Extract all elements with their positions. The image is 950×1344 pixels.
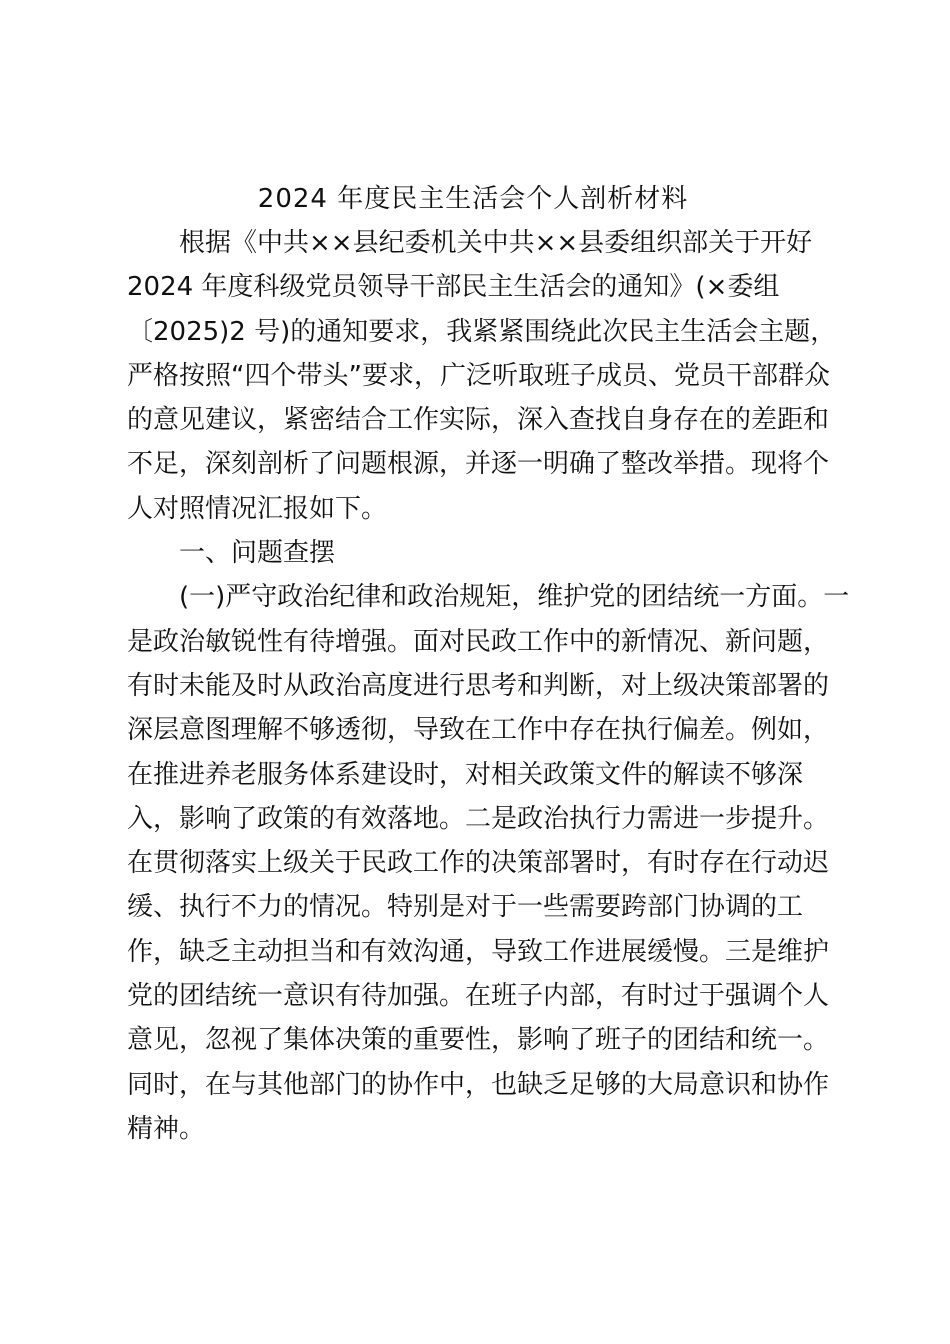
section-line: 在贯彻落实上级关于民政工作的决策部署时，有时存在行动迟 [127, 848, 830, 879]
intro-line: 不足，深刻剖析了问题根源，并逐一明确了整改举措。现将个 [127, 449, 830, 480]
section-line: 作，缺乏主动担当和有效沟通，导致工作进展缓慢。三是维护 [127, 936, 830, 967]
section-line: 精神。 [127, 1113, 206, 1144]
section-line: 缓、执行不力的情况。特别是对于一些需要跨部门协调的工 [127, 892, 804, 923]
intro-line: 2024 年度科级党员领导干部民主生活会的通知》(×委组 [127, 272, 780, 303]
intro-paragraph [127, 221, 837, 531]
intro-line: 人对照情况汇报如下。 [127, 493, 388, 524]
document-body [127, 177, 850, 1151]
section-line: 党的团结统一意识有待加强。在班子内部，有时过于强调个人 [127, 981, 830, 1012]
section-line: 在推进养老服务体系建设时，对相关政策文件的解读不够深 [127, 759, 804, 790]
section-line: 深层意图理解不够透彻，导致在工作中存在执行偏差。例如， [127, 715, 830, 746]
document-title: 2024 年度民主生活会个人剖析材料 [257, 184, 689, 214]
section-line: (一)严守政治纪律和政治规矩，维护党的团结统一方面。一 [179, 582, 850, 613]
section-line: 是政治敏锐性有待增强。面对民政工作中的新情况、新问题， [127, 626, 830, 657]
section-line: 同时，在与其他部门的协作中，也缺乏足够的大局意识和协作 [127, 1069, 830, 1100]
section-paragraph [127, 575, 850, 1151]
section-line: 意见，忽视了集体决策的重要性，影响了班子的团结和统一。 [127, 1025, 830, 1056]
section-heading: 一、问题查摆 [179, 538, 336, 569]
intro-line: 严格按照“四个带头”要求，广泛听取班子成员、党员干部群众 [127, 360, 830, 391]
intro-line: 的意见建议，紧密结合工作实际，深入查找自身存在的差距和 [127, 405, 830, 436]
section-line: 入，影响了政策的有效落地。二是政治执行力需进一步提升。 [127, 803, 830, 834]
section-line: 有时未能及时从政治高度进行思考和判断，对上级决策部署的 [127, 670, 830, 701]
intro-line: 根据《中共××县纪委机关中共××县委组织部关于开好 [179, 228, 813, 258]
intro-line: 〔2025)2 号)的通知要求，我紧紧围绕此次民主生活会主题， [127, 316, 837, 347]
